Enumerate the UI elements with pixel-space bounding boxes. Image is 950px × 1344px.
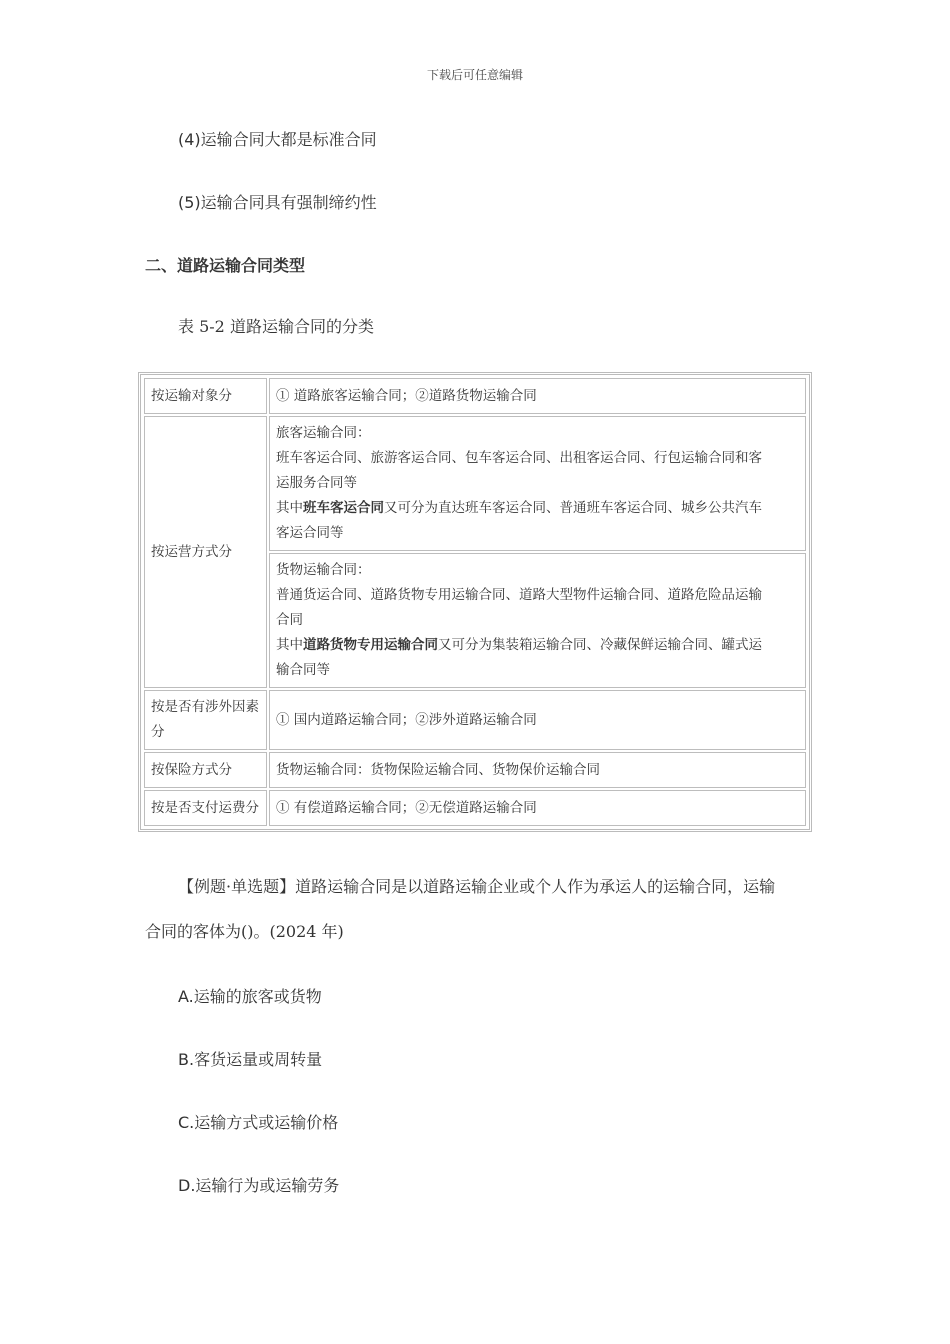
table-cell-value: ① 道路旅客运输合同；②道路货物运输合同 (269, 378, 806, 414)
table-cell-key (144, 690, 267, 750)
table-caption: 表 5-2 道路运输合同的分类 (178, 317, 374, 336)
bold-term: 班车客运合同 (303, 500, 384, 516)
table-cell-freight (269, 553, 806, 688)
cell-line: 客运合同等 (276, 525, 344, 541)
option-b: B.客货运量或周转量 (178, 1050, 323, 1069)
paragraph-item-5: (5)运输合同具有强制缔约性 (178, 193, 377, 212)
cell-line: 普通货运合同、道路货物专用运输合同、道路大型物件运输合同、道路危险品运输 (276, 587, 762, 603)
table-row (144, 416, 806, 551)
table-row (144, 752, 806, 788)
question-line-2: 合同的客体为()。(2024 年) (145, 922, 344, 941)
bold-term: 道路货物专用运输合同 (303, 637, 438, 653)
cell-line: 按是否有涉外因素 (151, 699, 259, 715)
text-span: 又可分为集装箱运输合同、冷藏保鲜运输合同、罐式运 (438, 637, 762, 653)
table-cell-key: 按是否支付运费分 (144, 790, 267, 826)
option-d: D.运输行为或运输劳务 (178, 1176, 340, 1195)
question-line-1: 【例题·单选题】道路运输合同是以道路运输企业或个人作为承运人的运输合同，运输 (178, 877, 776, 896)
text-span: 又可分为直达班车客运合同、普通班车客运合同、城乡公共汽车 (384, 500, 762, 516)
cell-line (276, 633, 799, 658)
table-row (144, 790, 806, 826)
table-row (144, 378, 806, 414)
paragraph-item-4: (4)运输合同大都是标准合同 (178, 130, 377, 149)
option-a: A.运输的旅客或货物 (178, 987, 322, 1006)
table-cell-key: 按保险方式分 (144, 752, 267, 788)
option-c: C.运输方式或运输价格 (178, 1113, 339, 1132)
table-cell-key: 按运输对象分 (144, 378, 267, 414)
cell-line: 货物运输合同： (276, 562, 371, 578)
cell-line: 运服务合同等 (276, 475, 357, 491)
cell-line: 合同 (276, 612, 303, 628)
table-cell-value: ① 有偿道路运输合同；②无偿道路运输合同 (269, 790, 806, 826)
section-title: 二、道路运输合同类型 (145, 256, 306, 275)
text-span: 其中 (276, 637, 303, 653)
cell-line: 输合同等 (276, 662, 330, 678)
text-span: 其中 (276, 500, 303, 516)
page-header: 下载后可任意编辑 (426, 68, 523, 82)
cell-line: 班车客运合同、旅游客运合同、包车客运合同、出租客运合同、行包运输合同和客 (276, 450, 762, 466)
cell-line: 旅客运输合同： (276, 425, 371, 441)
table-row (144, 690, 806, 750)
classification-table (138, 372, 812, 832)
table-cell-value: ① 国内道路运输合同；②涉外道路运输合同 (269, 690, 806, 750)
cell-line: 分 (151, 724, 165, 740)
table-cell-key: 按运营方式分 (144, 416, 267, 688)
table-cell-passenger (269, 416, 806, 551)
cell-line (276, 496, 799, 521)
table-cell-value: 货物运输合同：货物保险运输合同、货物保价运输合同 (269, 752, 806, 788)
